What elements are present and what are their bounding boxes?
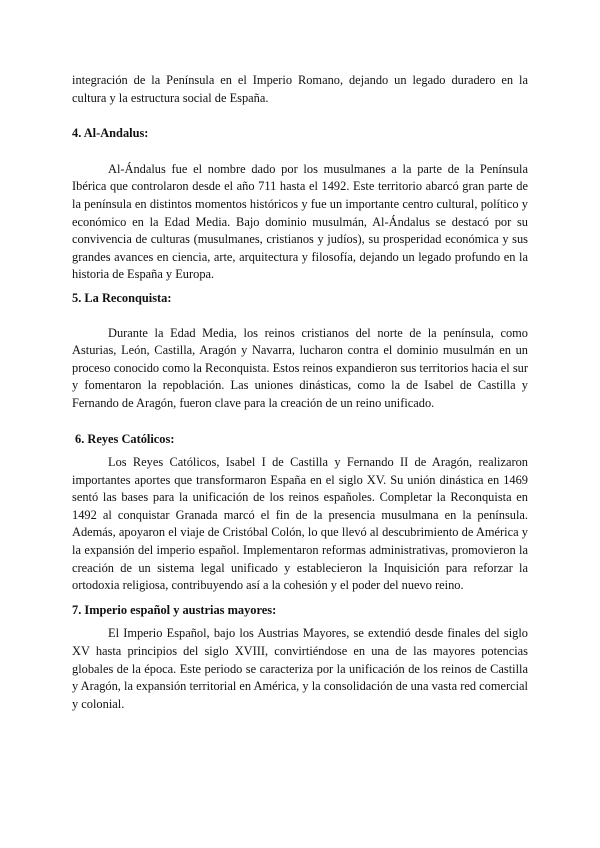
section-heading-reconquista: 5. La Reconquista: (72, 290, 172, 305)
section-body-al-andalus: Al-Ándalus fue el nombre dado por los musulmanes a la parte de la Península Ibérica que controlaron desde el año 711 hasta el 1492. Este territorio abarcó gran parte de la península en distintos momentos históricos y fue un importante centro cultural, político y económico en la Edad Media. Bajo dominio musulmán, Al-Ándalus se destacó por su convivencia de culturas (musulmanes, cristianos y judíos), su prosperidad económica y sus grandes avances en ciencia, arte, arquitectura y filosofía, dejando un legado profundo en la historia de España y Europa. (72, 161, 528, 282)
section-heading-imperio-espanol: 7. Imperio español y austrias mayores: (72, 602, 277, 617)
section-body-imperio-espanol: El Imperio Español, bajo los Austrias Mayores, se extendió desde finales del siglo XV hasta principios del siglo XVIII, convirtiéndose en una de las mayores potencias globales de la época. Este periodo se caracteriza por la unificación de los reinos de Castilla y Aragón, la expansión territorial en América, y la consolidación de una vasta red comercial y colonial. (72, 626, 528, 711)
section-body-reconquista: Durante la Edad Media, los reinos cristianos del norte de la península, como Asturias, León, Castilla, Aragón y Navarra, lucharon contra el dominio musulmán en un proceso conocido como la Reconquista. Estos reinos expandieron sus territorios hacia el sur y fomentaron la repoblación. Las uniones dinásticas, como la de Isabel de Castilla y Fernando de Aragón, fueron clave para la creación de un reino unificado. (72, 325, 528, 410)
document-content (72, 72, 528, 713)
intro-paragraph: integración de la Península en el Imperio Romano, dejando un legado duradero en la cultura y la estructura social de España. (72, 73, 528, 105)
section-heading-reyes-catolicos: 6. Reyes Católicos: (75, 431, 175, 446)
section-body-reyes-catolicos: Los Reyes Católicos, Isabel I de Castilla y Fernando II de Aragón, realizaron importantes aportes que transformaron España en el siglo XV. Su unión dinástica en 1469 sentó las bases para la unificación de los reinos españoles. Completar la Reconquista en 1492 al conquistar Granada marcó el fin de la presencia musulmana en la península. Además, apoyaron el viaje de Cristóbal Colón, lo que llevó al descubrimiento de América y la expansión del imperio español. Implementaron reformas administrativas, promovieron la creación de un sistema legal unificado y establecieron la Inquisición para reforzar la ortodoxia religiosa, contribuyendo así a la cohesión y el poder del nuevo reino. (72, 455, 528, 593)
section-heading-al-andalus: 4. Al-Andalus: (72, 126, 149, 141)
